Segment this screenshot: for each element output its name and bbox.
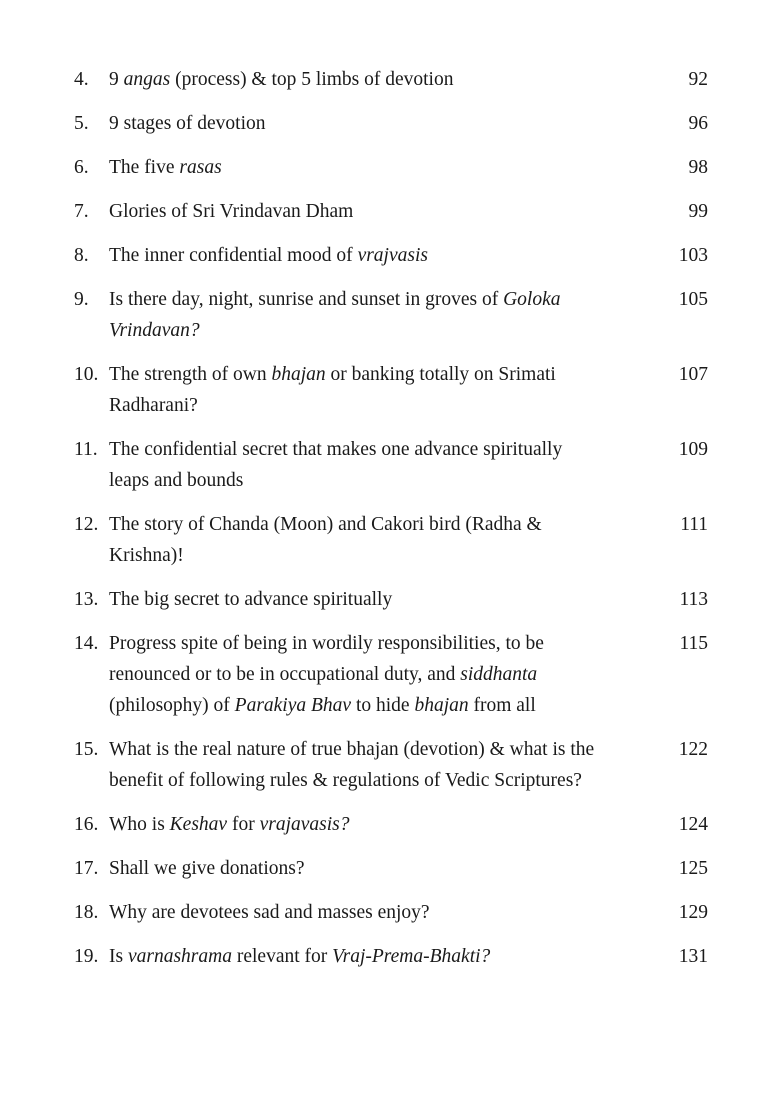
toc-entry [74, 897, 714, 928]
entry-title [109, 809, 714, 840]
title-line [109, 540, 714, 571]
italic-term: varnashrama [127, 946, 232, 967]
entry-number: 16. [74, 814, 99, 835]
title-line [109, 284, 714, 315]
title-text: Radharani? [109, 395, 198, 416]
page-number: 113 [679, 589, 708, 610]
title-text: Glories of Sri Vrindavan Dham [109, 201, 354, 222]
title-text: for [227, 814, 260, 835]
page-number: 124 [678, 814, 708, 835]
entry-number: 6. [74, 157, 89, 178]
title-text: The five [109, 157, 180, 178]
title-text: from all [468, 695, 536, 716]
toc-entry [74, 240, 714, 271]
title-text: The strength of own [109, 364, 272, 385]
entry-title [109, 941, 714, 972]
title-text: leaps and bounds [109, 470, 244, 491]
italic-term: bhajan [414, 695, 469, 716]
entry-number: 9. [74, 289, 89, 310]
title-text: Why are devotees sad and masses enjoy? [109, 902, 430, 923]
title-line [109, 108, 714, 139]
title-line [109, 690, 714, 721]
entry-title [109, 897, 714, 928]
entry-title [109, 240, 714, 271]
entry-title [109, 434, 714, 496]
title-text: Is [109, 946, 128, 967]
title-line [109, 64, 714, 95]
title-text: Is there day, night, sunrise and sunset in groves of [109, 289, 504, 310]
italic-term: rasas [179, 157, 222, 178]
entry-title [109, 853, 714, 884]
title-line [109, 315, 714, 346]
title-line [109, 509, 714, 540]
title-text: to hide [351, 695, 415, 716]
toc-entry [74, 108, 714, 139]
page-number: 115 [679, 633, 708, 654]
entry-number: 10. [74, 364, 99, 385]
title-text: Krishna)! [109, 545, 184, 566]
page-number: 92 [688, 69, 708, 90]
title-line [109, 659, 714, 690]
page-number: 131 [678, 946, 708, 967]
title-line [109, 196, 714, 227]
entry-number: 5. [74, 113, 89, 134]
entry-title [109, 284, 714, 346]
title-text: 9 [109, 69, 124, 90]
title-line [109, 897, 714, 928]
entry-number: 12. [74, 514, 99, 535]
title-text: The big secret to advance spiritually [109, 589, 393, 610]
entry-title [109, 64, 714, 95]
entry-title [109, 108, 714, 139]
toc-entry [74, 434, 714, 496]
italic-term: vrajavasis? [259, 814, 350, 835]
entry-title [109, 734, 714, 796]
toc-entry [74, 584, 714, 615]
entry-title [109, 584, 714, 615]
entry-number: 15. [74, 739, 99, 760]
title-text: (process) & top 5 limbs of devotion [170, 69, 454, 90]
title-text: Progress spite of being in wordily responsibilities, to be [109, 633, 544, 654]
entry-number: 17. [74, 858, 99, 879]
italic-term: angas [123, 69, 171, 90]
page-number: 96 [688, 113, 708, 134]
page-number: 122 [678, 739, 708, 760]
table-of-contents [74, 64, 714, 985]
page-number: 98 [688, 157, 708, 178]
toc-entry [74, 284, 714, 346]
toc-entry [74, 359, 714, 421]
entry-number: 7. [74, 201, 89, 222]
title-line [109, 359, 714, 390]
title-line [109, 734, 714, 765]
toc-entry [74, 809, 714, 840]
title-line [109, 240, 714, 271]
title-text: benefit of following rules & regulations of Vedic Scriptures? [109, 770, 582, 791]
title-text: relevant for [231, 946, 333, 967]
title-line [109, 434, 714, 465]
title-text: renounced or to be in occupational duty, and [109, 664, 461, 685]
title-text: What is the real nature of true bhajan (devotion) & what is the [109, 739, 595, 760]
italic-term: Parakiya Bhav [234, 695, 352, 716]
toc-entry [74, 152, 714, 183]
page-number: 125 [678, 858, 708, 879]
entry-title [109, 628, 714, 721]
title-line [109, 465, 714, 496]
title-text: 9 stages of devotion [109, 113, 266, 134]
title-line [109, 809, 714, 840]
page-number: 129 [678, 902, 708, 923]
page-number: 107 [678, 364, 708, 385]
page-number: 109 [678, 439, 708, 460]
title-text: or banking totally on Srimati [325, 364, 556, 385]
entry-title [109, 359, 714, 421]
entry-number: 13. [74, 589, 99, 610]
italic-term: vrajvasis [357, 245, 428, 266]
title-line [109, 628, 714, 659]
toc-entry [74, 64, 714, 95]
entry-number: 8. [74, 245, 89, 266]
entry-title [109, 196, 714, 227]
toc-entry [74, 628, 714, 721]
italic-term: Vraj-Prema-Bhakti? [332, 946, 491, 967]
italic-term: siddhanta [460, 664, 538, 685]
title-line [109, 941, 714, 972]
page-number: 105 [678, 289, 708, 310]
title-text: Shall we give donations? [109, 858, 305, 879]
entry-number: 18. [74, 902, 99, 923]
title-line [109, 765, 714, 796]
title-text: The inner confidential mood of [109, 245, 358, 266]
toc-entry [74, 941, 714, 972]
page-number: 99 [688, 201, 708, 222]
title-line [109, 390, 714, 421]
entry-number: 4. [74, 69, 89, 90]
page-number: 111 [680, 514, 708, 535]
entry-number: 19. [74, 946, 99, 967]
toc-entry [74, 509, 714, 571]
italic-term: Goloka [503, 289, 561, 310]
page-number: 103 [678, 245, 708, 266]
toc-entry [74, 196, 714, 227]
title-line [109, 152, 714, 183]
title-text: (philosophy) of [109, 695, 235, 716]
toc-entry [74, 853, 714, 884]
italic-term: Keshav [169, 814, 228, 835]
italic-term: bhajan [271, 364, 326, 385]
entry-number: 11. [74, 439, 98, 460]
entry-title [109, 152, 714, 183]
toc-entry [74, 734, 714, 796]
entry-title [109, 509, 714, 571]
title-text: Who is [109, 814, 170, 835]
title-text: The confidential secret that makes one advance spiritually [109, 439, 563, 460]
italic-term: Vrindavan? [109, 320, 200, 341]
entry-number: 14. [74, 633, 99, 654]
title-text: The story of Chanda (Moon) and Cakori bird (Radha & [109, 514, 542, 535]
title-line [109, 584, 714, 615]
title-line [109, 853, 714, 884]
